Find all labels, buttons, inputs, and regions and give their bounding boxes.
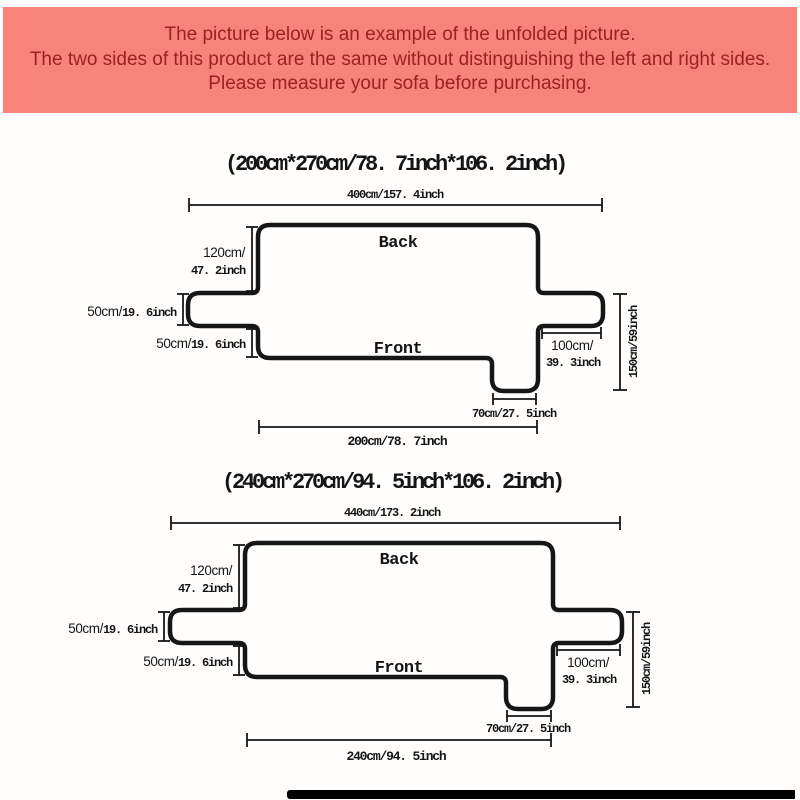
diagram1-back-label: Back — [378, 234, 418, 253]
diagram2-side-height-label: 150cm/59inch — [640, 622, 654, 696]
diagram1-total-width-label: 400cm/157. 4inch — [346, 188, 444, 202]
diagram1-back-height-inch: 47. 2inch — [190, 264, 245, 278]
diagram2-arm-width-cm: 100cm/ — [567, 655, 609, 670]
diagram2-arm-height-label: 50cm/19. 6inch — [68, 621, 157, 637]
diagram2-total-width-label: 440cm/173. 2inch — [343, 506, 441, 520]
diagram1-arm-height-label: 50cm/19. 6inch — [87, 304, 176, 320]
diagram2-back-label: Back — [379, 551, 419, 570]
diagram1-front-drop-label: 50cm/19. 6inch — [156, 336, 245, 352]
size-diagram-2 — [68, 470, 654, 764]
diagram1-dim-tab-width — [493, 393, 536, 405]
diagram1-side-height-label: 150cm/59inch — [627, 305, 641, 379]
notice-line-1: The picture below is an example of the unfolded picture. — [164, 24, 636, 46]
diagram2-front-drop-label: 50cm/19. 6inch — [143, 654, 232, 670]
diagram1-dim-seat-width — [259, 420, 537, 434]
size-diagram-1 — [87, 152, 641, 449]
diagram1-title: (200cm*270cm/78. 7inch*106. 2inch) — [224, 152, 566, 177]
diagram2-title: (240cm*270cm/94. 5inch*106. 2inch) — [221, 470, 563, 495]
notice-line-2: The two sides of this product are the same without distinguishing the left and right sides. — [29, 48, 771, 70]
diagram1-arm-width-cm: 100cm/ — [551, 338, 593, 353]
diagram2-arm-width-inch: 39. 3inch — [561, 673, 617, 687]
diagram2-seat-width-label: 240cm/94. 5inch — [346, 749, 446, 764]
diagram1-arm-width-inch: 39. 3inch — [545, 356, 601, 370]
diagram2-tab-width-label: 70cm/27. 5inch — [485, 722, 571, 736]
diagram1-back-height-cm: 120cm/ — [203, 245, 245, 260]
diagram2-back-height-cm: 120cm/ — [190, 563, 232, 578]
diagram1-dim-side-height — [613, 294, 627, 390]
diagram2-dim-side-height — [626, 612, 640, 707]
diagram2-dim-tab-width — [507, 710, 551, 722]
notice-line-3: Please measure your sofa before purchasing. — [208, 73, 592, 95]
diagram2-back-height-inch: 47. 2inch — [177, 582, 232, 596]
bottom-bar — [287, 790, 795, 799]
diagram1-front-label: Front — [373, 340, 423, 359]
diagram1-seat-width-label: 200cm/78. 7inch — [347, 434, 447, 449]
diagram1-tab-width-label: 70cm/27. 5inch — [471, 407, 557, 421]
diagram2-front-label: Front — [374, 659, 424, 678]
